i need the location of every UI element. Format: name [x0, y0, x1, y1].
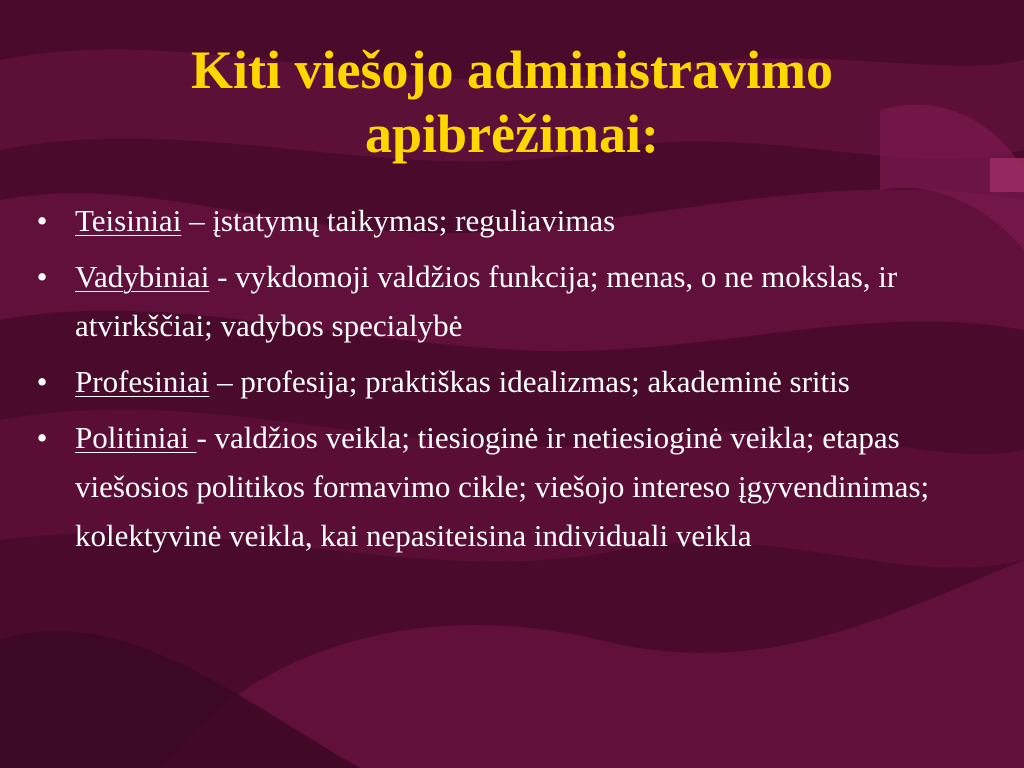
term-politiniai: Politiniai — [75, 420, 197, 455]
list-item — [32, 196, 992, 245]
bullet-icon: • — [36, 203, 48, 238]
definition-list — [32, 196, 992, 567]
list-item — [32, 252, 992, 350]
definition-text: – profesija; praktiškas idealizmas; akademinė sritis — [209, 364, 850, 399]
bullet-icon: • — [36, 364, 48, 399]
list-item — [32, 357, 992, 406]
bullet-icon: • — [36, 259, 48, 294]
term-profesiniai: Profesiniai — [75, 364, 210, 399]
list-item — [32, 413, 992, 560]
term-vadybiniai: Vadybiniai — [75, 259, 210, 294]
term-teisiniai: Teisiniai — [75, 203, 182, 238]
definition-text: - valdžios veikla; tiesioginė ir netiesioginė veikla; etapas viešosios politikos formavimo cikle; viešojo intereso įgyvendinimas; kolektyvinė veikla, kai nepasiteisina individuali veikla — [75, 420, 930, 553]
definition-text: - vykdomoji valdžios funkcija; menas, o ne mokslas, ir atvirkščiai; vadybos specialybė — [75, 259, 898, 343]
bullet-icon: • — [36, 420, 48, 455]
slide-title: Kiti viešojo administravimo apibrėžimai: — [191, 40, 833, 164]
definition-text: – įstatymų taikymas; reguliavimas — [181, 203, 616, 238]
